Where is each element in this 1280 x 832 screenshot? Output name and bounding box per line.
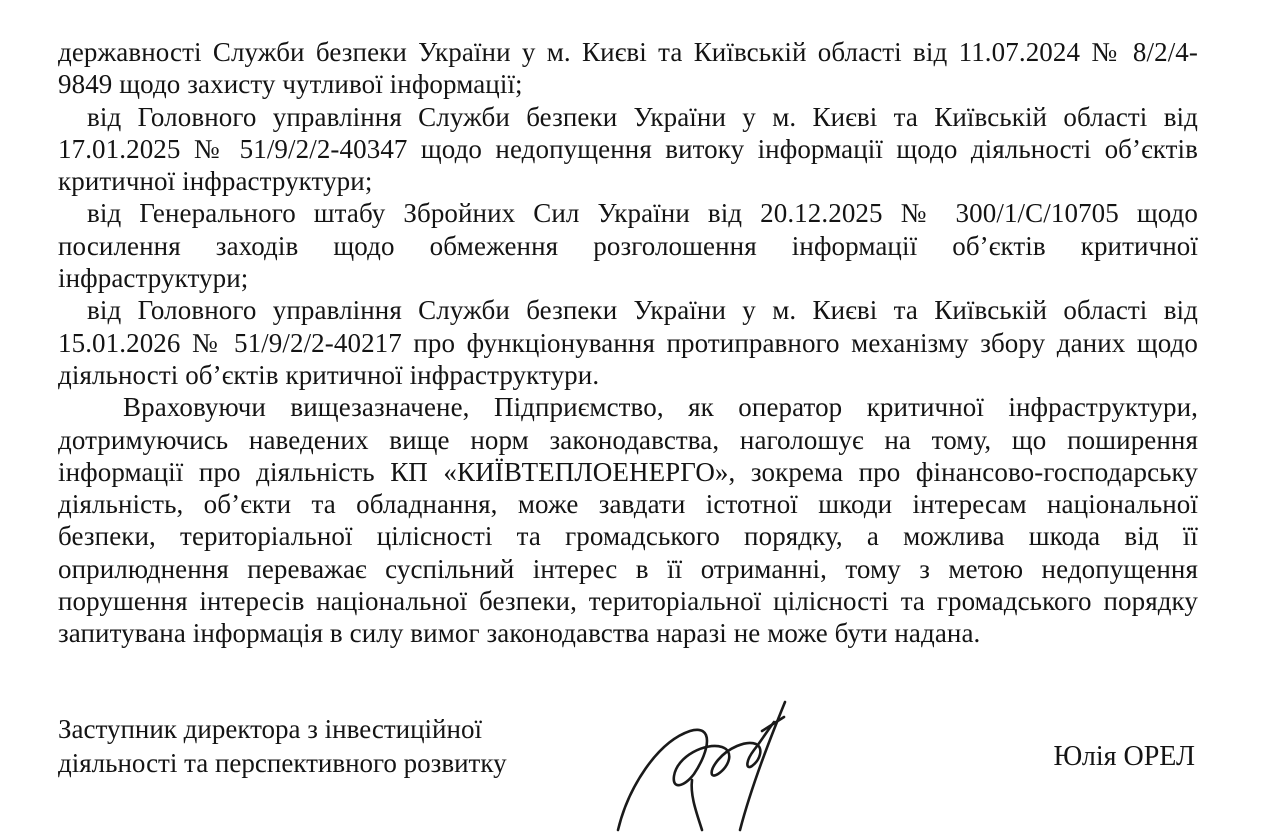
- handwritten-signature-icon: [612, 684, 882, 832]
- text-line: від Головного управління Служби безпеки України у м. Києві та Київській області від: [87, 101, 1198, 132]
- text-line: оприлюднення переважає суспільний інтерес в її отриманні, тому з метою недопущення: [58, 553, 1198, 584]
- text-line: 9849 щодо захисту чутливої інформації;: [58, 69, 523, 100]
- text-line: діяльність, об’єкти та обладнання, може завдати істотної шкоди інтересам національної: [58, 489, 1198, 520]
- paragraph: [58, 101, 1198, 198]
- text-line: посилення заходів щодо обмеження розголошення інформації об’єктів критичної: [58, 230, 1198, 261]
- text-line: від Головного управління Служби безпеки України у м. Києві та Київській області від: [87, 295, 1198, 326]
- text-line: інфраструктури;: [58, 263, 249, 294]
- signer-title-line: Заступник директора з інвестиційної: [58, 714, 482, 744]
- text-line: 15.01.2026 № 51/9/2/2-40217 про функціонування протиправного механізму збору даних щодо: [58, 327, 1198, 358]
- text-line: безпеки, територіальної цілісності та громадського порядку, а можлива шкода від її: [58, 521, 1198, 552]
- paragraph: [58, 294, 1198, 391]
- text-line: 17.01.2025 № 51/9/2/2-40347 щодо недопущення витоку інформації щодо діяльності об’єктів: [58, 133, 1198, 164]
- paragraph: [58, 36, 1198, 101]
- text-line: порушення інтересів національної безпеки, територіальної цілісності та громадського порядку: [58, 586, 1198, 617]
- paragraph: [58, 197, 1198, 294]
- text-line: інформації про діяльність КП «КИЇВТЕПЛОЕНЕРГО», зокрема про фінансово-господарську: [58, 456, 1198, 487]
- text-line: критичної інфраструктури;: [58, 166, 373, 197]
- text-line: від Генерального штабу Збройних Сил України від 20.12.2025 № 300/1/С/10705 щодо: [87, 198, 1198, 229]
- text-line: дотримуючись наведених вище норм законодавства, наголошує на тому, що поширення: [58, 424, 1198, 455]
- signature-block: [0, 705, 1280, 830]
- signer-title: [58, 713, 578, 780]
- text-line: запитувана інформація в силу вимог законодавства наразі не може бути надана.: [58, 618, 981, 649]
- signer-name: Юлія ОРЕЛ: [1053, 741, 1195, 772]
- text-line: діяльності об’єктів критичної інфраструктури.: [58, 359, 600, 390]
- paragraph: [58, 391, 1198, 649]
- text-line: Враховуючи вищезазначене, Підприємство, як оператор критичної інфраструктури,: [123, 392, 1198, 423]
- document-text: [58, 36, 1198, 650]
- text-line: державності Служби безпеки України у м. Києві та Київській області від 11.07.2024 № 8/2/4-: [58, 37, 1198, 67]
- signer-title-line: діяльності та перспективного розвитку: [58, 747, 507, 778]
